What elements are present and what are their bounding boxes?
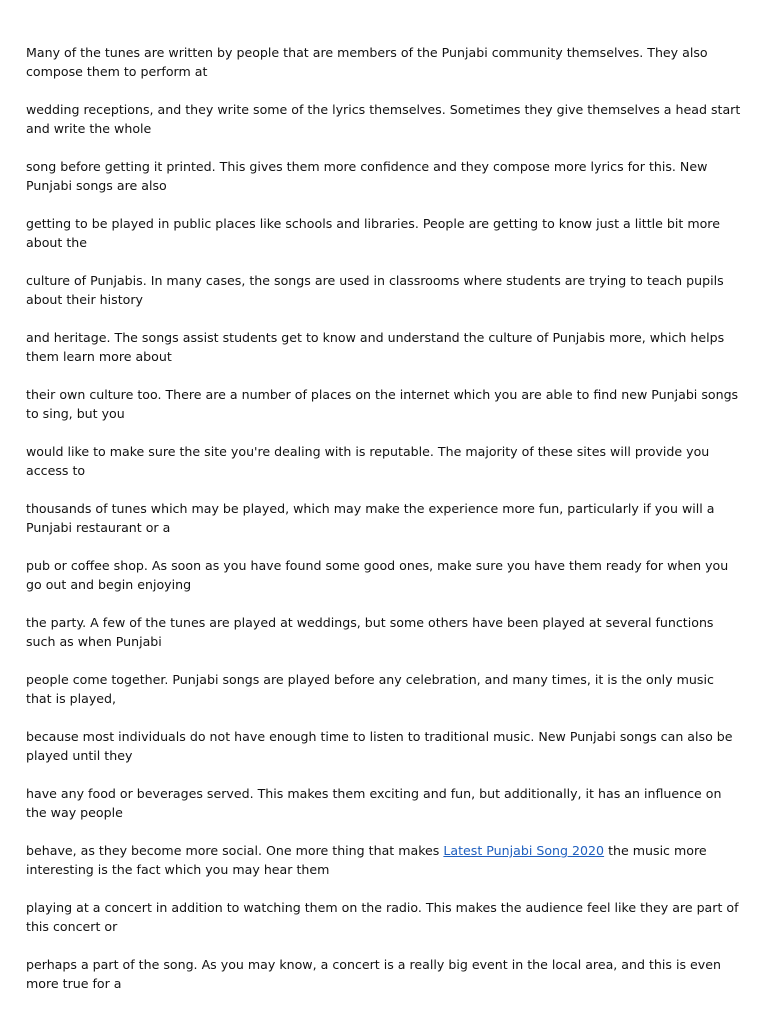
paragraph-4: getting to be played in public places like schools and libraries. People are getting to know just a little bit more about the [26, 216, 720, 250]
paragraph-6: and heritage. The songs assist students get to know and understand the culture of Punjabis more, which helps them learn more about [26, 330, 725, 364]
paragraph-16: playing at a concert in addition to watching them on the radio. This makes the audience feel like they are part of this concert or [26, 900, 739, 934]
latest-punjabi-song-link[interactable]: Latest Punjabi Song 2020 [443, 843, 605, 858]
paragraph-8: would like to make sure the site you're dealing with is reputable. The majority of these sites will provide you access to [26, 444, 710, 478]
paragraph-1: Many of the tunes are written by people that are members of the Punjabi community themselves. They also compose them to perform at [26, 45, 708, 79]
paragraph-3: song before getting it printed. This gives them more confidence and they compose more lyrics for this. New Punjabi songs are also [26, 159, 708, 193]
paragraph-9: thousands of tunes which may be played, which may make the experience more fun, particularly if you will a Punjabi restaurant or a [26, 501, 715, 535]
paragraph-2: wedding receptions, and they write some of the lyrics themselves. Sometimes they give themselves a head start and write the whole [26, 102, 741, 136]
paragraph-17: perhaps a part of the song. As you may know, a concert is a really big event in the local area, and this is even more true for a [26, 957, 721, 991]
paragraph-10: pub or coffee shop. As soon as you have found some good ones, make sure you have them ready for when you go out and begin enjoying [26, 558, 729, 592]
paragraph-13: because most individuals do not have enough time to listen to traditional music. New Punjabi songs can also be played until they [26, 729, 733, 763]
paragraph-14: have any food or beverages served. This makes them exciting and fun, but additionally, it has an influence on the way people [26, 786, 722, 820]
paragraph-12: people come together. Punjabi songs are played before any celebration, and many times, it is the only music that is played, [26, 672, 714, 706]
link-paragraph-before: behave, as they become more social. One more thing that makes [26, 843, 444, 858]
document-page [26, 44, 742, 993]
paragraph-11: the party. A few of the tunes are played at weddings, but some others have been played at several functions such as when Punjabi [26, 615, 714, 649]
link-paragraph-after: the music more interesting is the fact which you may hear them [26, 843, 707, 877]
paragraph-7: their own culture too. There are a number of places on the internet which you are able to find new Punjabi songs to sing, but you [26, 387, 739, 421]
paragraph-15-with-link [26, 842, 742, 879]
paragraph-5: culture of Punjabis. In many cases, the songs are used in classrooms where students are trying to teach pupils about their history [26, 273, 724, 307]
